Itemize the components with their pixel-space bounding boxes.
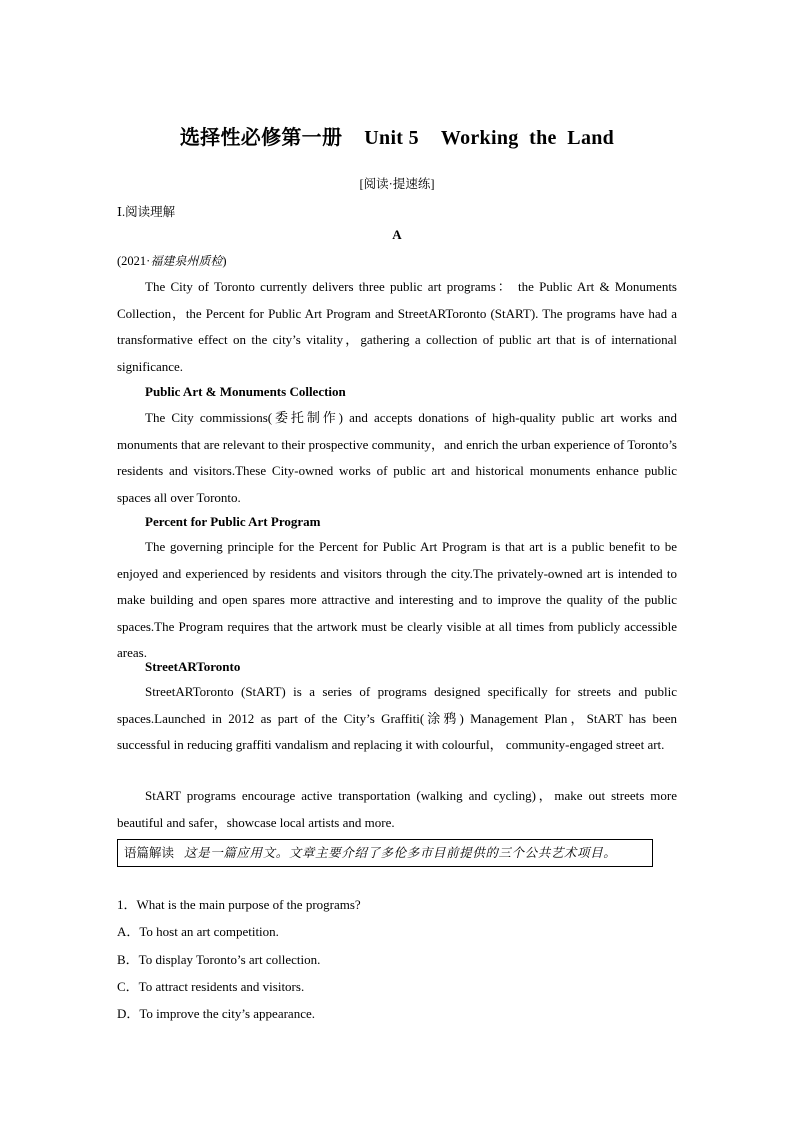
section-label: Ⅰ.阅读理解	[117, 205, 176, 219]
unit-number: Unit 5	[364, 127, 419, 149]
passage-letter: A	[392, 227, 402, 242]
summary-text: 这是一篇应用文。文章主要介绍了多伦多市目前提供的三个公共艺术项目。	[184, 846, 617, 860]
paragraph-percent-program: The governing principle for the Percent for Public Art Program is that art is a public benefit to be enjoyed and experienced by residents and visitors through the city.The privately-owned art is intended to make building and open spares more attractive and interesting and to improve the quality of the public spaces.The Program requires that the artwork must be clearly visible at all times from publicly accessible areas.	[117, 539, 677, 660]
source-citation: (2021·福建泉州质检)	[117, 254, 227, 268]
practice-subtitle: [阅读·提速练]	[359, 177, 435, 191]
option-c: C．To attract residents and visitors.	[117, 979, 305, 994]
paragraph-streetartoronto: StreetARToronto (StART) is a series of programs designed specifically for streets and public spaces.Launched in 2012 as part of the City’s Graffiti(涂鸦) Management Plan，StART has been successful in reducing graffiti vandalism and replacing it with colourful， community-engaged street art.	[117, 684, 677, 752]
heading-public-art: Public Art & Monuments Collection	[145, 384, 346, 399]
option-d: D．To improve the city’s appearance.	[117, 1006, 315, 1021]
option-a: A．To host an art competition.	[117, 924, 279, 939]
book-name: 选择性必修第一册	[179, 127, 343, 149]
intro-paragraph: The City of Toronto currently delivers three public art programs： the Public Art & Monuments Collection，the Percent for Public Art Program and StreetARToronto (StART). The programs have had a transformative effect on the city’s vitality，gathering a collection of public art that is of international significance.	[117, 279, 677, 374]
paragraph-start-programs: StART programs encourage active transportation (walking and cycling)，make out streets more beautiful and safer，showcase local artists and more.	[117, 788, 677, 830]
unit-title: Working the Land	[440, 127, 615, 149]
passage-summary-box	[117, 839, 653, 867]
option-b: B．To display Toronto’s art collection.	[117, 952, 321, 967]
summary-label: 语篇解读	[124, 846, 175, 860]
page-title	[0, 121, 794, 150]
heading-streetartoronto: StreetARToronto	[145, 659, 241, 674]
question-stem: 1．What is the main purpose of the programs?	[117, 897, 361, 912]
heading-percent-program: Percent for Public Art Program	[145, 514, 321, 529]
paragraph-public-art: The City commissions(委托制作) and accepts donations of high-quality public art works and monuments that are relevant to their prospective community，and enrich the urban experience of Toronto’s residents and visitors.These City-owned works of public art and historical monuments enhance public spaces all over Toronto.	[117, 410, 677, 505]
